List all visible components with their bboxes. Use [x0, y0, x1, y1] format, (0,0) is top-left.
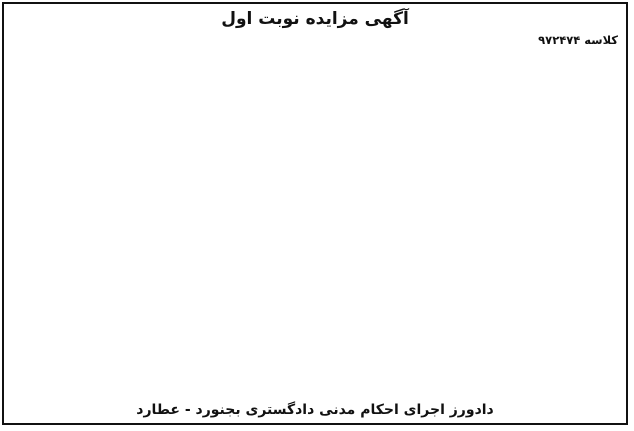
notice-case-reference: کلاسه ۹۷۲۴۷۴ — [538, 33, 618, 47]
auction-notice — [2, 2, 628, 425]
notice-title: آگهی مزایده نوبت اول — [221, 9, 409, 29]
notice-signature: دادورز اجرای احکام مدنی دادگستری بجنورد - عطارد — [136, 402, 494, 418]
